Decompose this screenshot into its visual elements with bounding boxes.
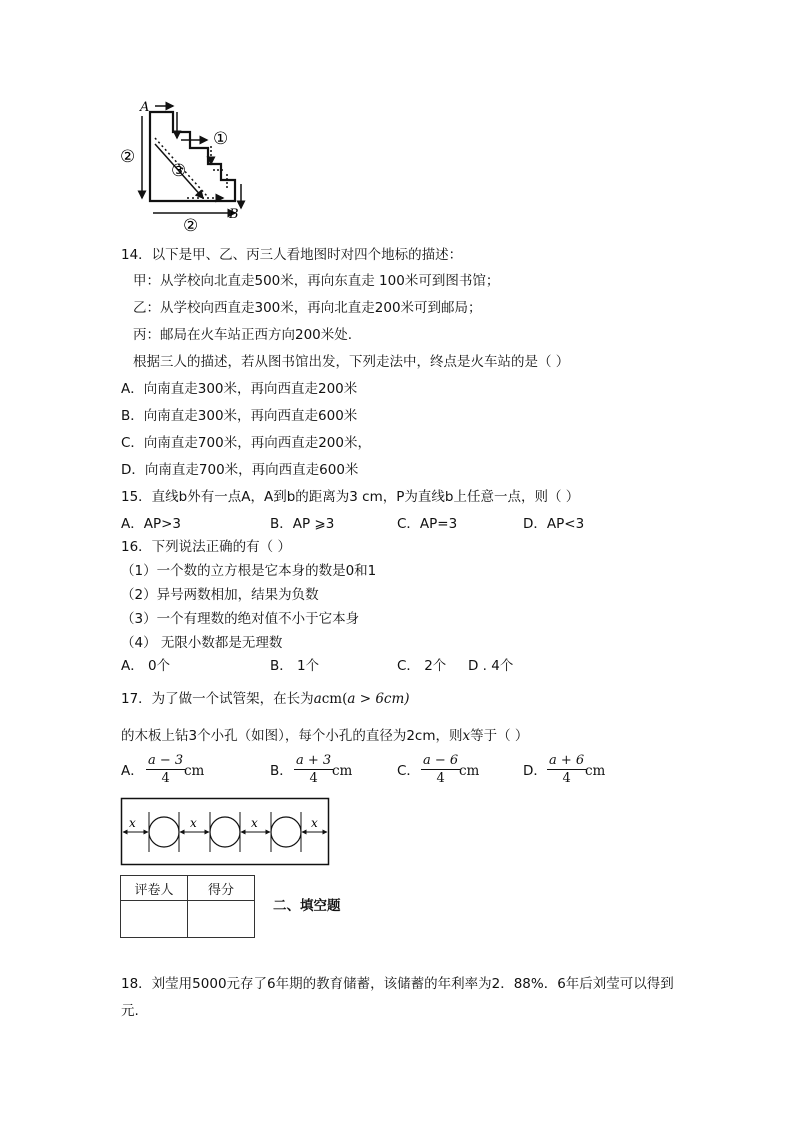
- q16-option-c: C． 2个: [397, 658, 447, 674]
- q15-option-d: D．AP<3: [523, 516, 585, 532]
- q16-stem: 16．下列说法正确的有（ ）: [121, 539, 291, 555]
- score-table-grader-cell: [121, 901, 188, 938]
- q17-option-d-letter: D．: [523, 763, 547, 779]
- q17-option-d-fraction: $\frac{a + 6}{4}$: [549, 753, 585, 786]
- gap-label-4: x: [311, 816, 318, 830]
- route1-label: ①: [213, 129, 229, 149]
- q17-stem-line2: 的木板上钻3个小孔（如图），每个小孔的直径为2cm，则x等于（ ）: [121, 728, 529, 744]
- gap-label-1: x: [129, 816, 136, 830]
- q17-option-d-unit: cm: [585, 763, 606, 779]
- q17-option-c-letter: C．: [397, 763, 420, 779]
- q17-option-c-unit: cm: [459, 763, 480, 779]
- section-heading: 二、填空题: [273, 898, 341, 914]
- score-table: [120, 875, 255, 938]
- q18-line2: 元.: [121, 1003, 139, 1019]
- board-figure: [120, 797, 332, 867]
- q14-bing: 丙：邮局在火车站正西方向200米处.: [133, 327, 353, 343]
- q15-option-a: A．AP>3: [121, 516, 182, 532]
- q15-option-c: C．AP=3: [397, 516, 458, 532]
- q14-option-d: D．向南直走700米，再向西直走600米: [121, 462, 359, 478]
- q15-stem: 15．直线b外有一点A，A到b的距离为3 cm，P为直线b上任意一点，则（ ）: [121, 489, 580, 505]
- q15-option-b: B．AP ⩾3: [270, 516, 335, 532]
- score-table-header-grader: 评卷人: [121, 876, 188, 901]
- q17-option-b-fraction: $\frac{a + 3}{4}$: [296, 753, 332, 786]
- gap-label-3: x: [251, 816, 258, 830]
- q17-stem-line1: 17．为了做一个试管架，在长为acm(a > 6cm): [121, 691, 410, 707]
- q16-item-2: （2）异号两数相加，结果为负数: [121, 587, 319, 603]
- gap-label-2: x: [190, 816, 197, 830]
- q16-option-d: D . 4个: [468, 658, 514, 674]
- score-table-score-cell: [188, 901, 255, 938]
- q14-jia: 甲：从学校向北直走500米，再向东直走 100米可到图书馆；: [133, 273, 500, 289]
- q17-option-a-letter: A．: [121, 763, 144, 779]
- q16-item-1: （1）一个数的立方根是它本身的数是0和1: [121, 563, 377, 579]
- q16-item-4: （4） 无限小数都是无理数: [121, 635, 283, 651]
- route2-left-label: ②: [120, 147, 136, 167]
- q17-option-c-fraction: $\frac{a - 6}{4}$: [423, 753, 459, 786]
- point-a-label: A: [140, 100, 150, 115]
- q14-question: 根据三人的描述，若从图书馆出发，下列走法中，终点是火车站的是（ ）: [133, 354, 570, 370]
- q17-option-b-unit: cm: [332, 763, 353, 779]
- q16-option-a: A． 0个: [121, 658, 171, 674]
- q16-item-3: （3）一个有理数的绝对值不小于它本身: [121, 611, 360, 627]
- q17-option-a-unit: cm: [184, 763, 205, 779]
- q16-option-b: B． 1个: [270, 658, 320, 674]
- q14-option-a: A．向南直走300米，再向西直走200米: [121, 381, 358, 397]
- q18-line1: 18．刘莹用5000元存了6年期的教育储蓄，该储蓄的年利率为2．88%．6年后刘莹可以得到: [121, 976, 674, 992]
- route3-label: ③: [171, 161, 187, 181]
- q17-option-a-fraction: $\frac{a - 3}{4}$: [148, 753, 184, 786]
- score-table-header-score: 得分: [188, 876, 255, 901]
- route2-bottom-label: ②: [183, 216, 199, 236]
- route-diagram: [115, 98, 255, 236]
- point-b-label: B: [229, 207, 239, 222]
- q14-option-c: C．向南直走700米，再向西直走200米，: [121, 435, 371, 451]
- q14-stem: 14．以下是甲、乙、丙三人看地图时对四个地标的描述：: [121, 247, 463, 263]
- q14-yi: 乙：从学校向西直走300米，再向北直走200米可到邮局；: [133, 300, 482, 316]
- q17-option-b-letter: B．: [270, 763, 293, 779]
- q14-option-b: B．向南直走300米，再向西直走600米: [121, 408, 358, 424]
